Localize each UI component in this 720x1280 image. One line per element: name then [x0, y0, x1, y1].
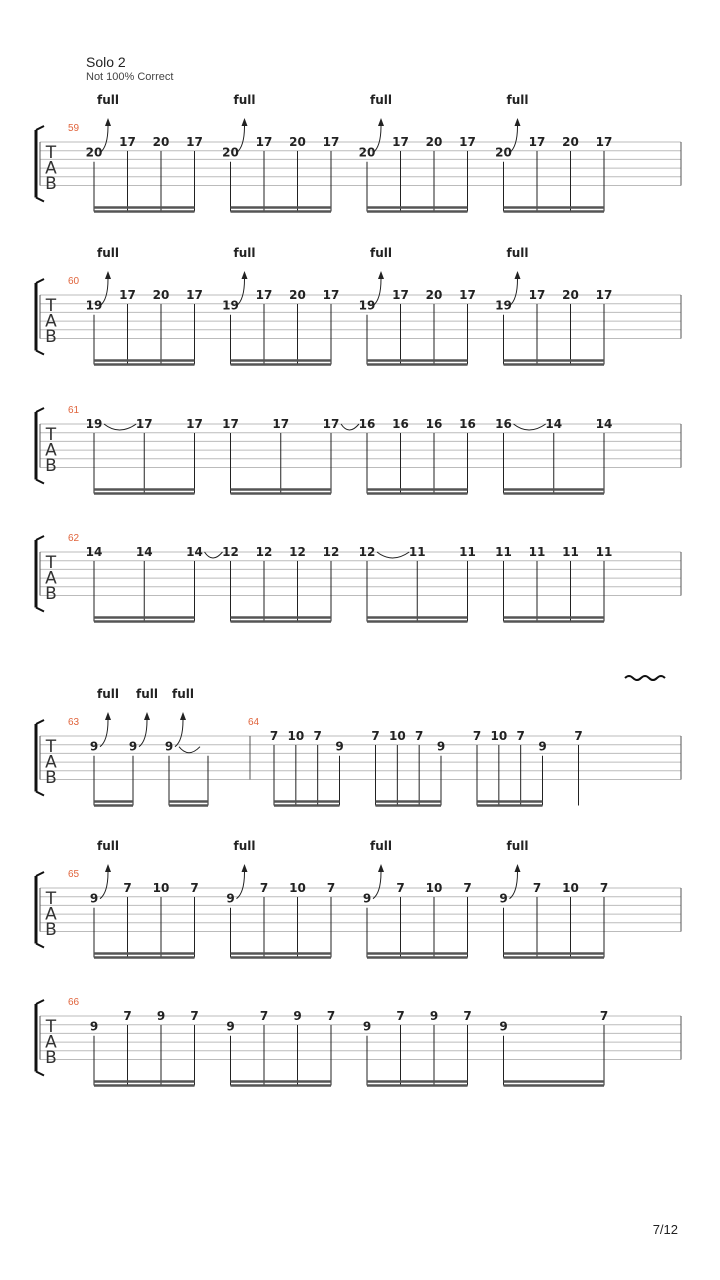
- fret-number: 9: [226, 1019, 235, 1034]
- bend-label: full: [370, 93, 392, 107]
- tab-clef-letter: B: [45, 768, 57, 788]
- fret-number: 11: [459, 545, 476, 559]
- system-bracket-top: [36, 408, 44, 412]
- fret-number: 10: [425, 881, 443, 895]
- bend-label: full: [233, 246, 256, 260]
- fret-number: 17: [272, 417, 290, 431]
- bend-arrow-head: [242, 271, 248, 279]
- system-bracket-bottom: [36, 480, 44, 484]
- fret-number: 12: [322, 545, 340, 559]
- bend-label: full: [233, 93, 256, 107]
- system-bracket-bottom: [36, 351, 44, 355]
- fret-number: 19: [358, 298, 376, 313]
- fret-number: 14: [85, 545, 103, 559]
- tab-clef-letter: T: [45, 553, 57, 573]
- fret-number: 9: [128, 739, 138, 754]
- bend-label: full: [172, 687, 194, 701]
- system-bracket-bottom: [36, 608, 44, 612]
- fret-number: 9: [436, 739, 446, 754]
- bend-label: full: [370, 246, 392, 260]
- fret-number: 17: [222, 417, 239, 431]
- bend-arrow-line: [100, 872, 108, 899]
- fret-number: 20: [289, 135, 306, 149]
- system-bracket-top: [36, 126, 44, 130]
- measure-number: 66: [68, 997, 80, 1008]
- fret-number: 11: [528, 545, 546, 559]
- system-bracket-bottom: [36, 792, 44, 796]
- bend-label: full: [233, 839, 256, 853]
- fret-number: 20: [495, 145, 512, 160]
- fret-number: 7: [123, 1009, 132, 1023]
- fret-number: 7: [269, 729, 279, 743]
- fret-number: 12: [222, 545, 239, 559]
- fret-number: 7: [599, 1009, 609, 1023]
- fret-number: 19: [495, 298, 512, 313]
- fret-number: 17: [595, 135, 613, 149]
- fret-number: 17: [186, 288, 203, 302]
- fret-number: 11: [595, 545, 613, 559]
- tab-clef-letter: A: [45, 158, 57, 179]
- bend-arrow-head: [105, 864, 111, 872]
- slur-arc: [104, 424, 136, 430]
- tab-clef-letter: T: [45, 296, 57, 316]
- tab-clef-letter: B: [45, 920, 57, 940]
- song-subtitle: Not 100% Correct: [86, 71, 174, 83]
- fret-number: 14: [135, 545, 153, 559]
- fret-number: 17: [528, 135, 546, 149]
- fret-number: 17: [528, 288, 546, 302]
- measure-number: 63: [68, 717, 80, 728]
- bend-label: full: [370, 839, 392, 853]
- fret-number: 20: [358, 145, 376, 160]
- bend-arrow-line: [100, 720, 108, 747]
- fret-number: 12: [255, 545, 273, 559]
- fret-number: 9: [362, 1019, 372, 1034]
- fret-number: 9: [499, 891, 508, 906]
- tab-clef-letter: A: [45, 904, 57, 925]
- tab-clef-letter: B: [45, 456, 57, 476]
- bend-arrow-head: [105, 118, 111, 126]
- fret-number: 19: [85, 417, 103, 431]
- tab-clef-letter: B: [45, 584, 57, 604]
- bend-label: full: [136, 687, 158, 701]
- tab-clef-letter: T: [45, 143, 57, 163]
- fret-number: 11: [408, 545, 426, 559]
- fret-number: 7: [472, 729, 482, 743]
- fret-number: 7: [516, 729, 525, 743]
- system-bracket-bottom: [36, 944, 44, 948]
- bend-arrow-head: [144, 712, 150, 720]
- bend-arrow-head: [105, 712, 111, 720]
- fret-number: 9: [89, 891, 99, 906]
- slur-arc: [377, 552, 409, 558]
- fret-number: 9: [89, 1019, 99, 1034]
- fret-number: 9: [89, 739, 99, 754]
- fret-number: 20: [289, 288, 306, 302]
- bend-arrow-head: [105, 271, 111, 279]
- fret-number: 17: [459, 288, 476, 302]
- system-bracket-top: [36, 720, 44, 724]
- fret-number: 7: [313, 729, 322, 743]
- fret-number: 20: [425, 288, 443, 302]
- fret-number: 17: [135, 417, 153, 431]
- fret-number: 14: [545, 417, 563, 431]
- tab-clef-letter: T: [45, 889, 57, 909]
- fret-number: 7: [599, 881, 609, 895]
- fret-number: 17: [459, 135, 476, 149]
- bend-label: full: [97, 687, 119, 701]
- system-bracket-bottom: [36, 198, 44, 202]
- fret-number: 20: [85, 145, 103, 160]
- fret-number: 10: [562, 881, 579, 895]
- fret-number: 20: [562, 135, 579, 149]
- fret-number: 16: [392, 417, 409, 431]
- fret-number: 9: [538, 739, 547, 754]
- slur-arc: [179, 747, 200, 753]
- tab-clef-letter: A: [45, 1032, 57, 1053]
- fret-number: 10: [152, 881, 170, 895]
- tab-clef-letter: T: [45, 425, 57, 445]
- fret-number: 16: [358, 417, 376, 431]
- fret-number: 12: [358, 545, 376, 559]
- fret-number: 17: [255, 135, 273, 149]
- fret-number: 9: [156, 1009, 166, 1023]
- slur-arc: [341, 424, 359, 430]
- fret-number: 17: [392, 288, 409, 302]
- fret-number: 9: [429, 1009, 439, 1023]
- tab-clef-letter: B: [45, 327, 57, 347]
- fret-number: 17: [322, 135, 340, 149]
- fret-number: 17: [119, 288, 136, 302]
- bend-arrow-line: [237, 872, 245, 899]
- bend-arrow-head: [378, 864, 384, 872]
- fret-number: 7: [190, 1009, 199, 1023]
- fret-number: 9: [226, 891, 235, 906]
- fret-number: 9: [293, 1009, 302, 1023]
- fret-number: 7: [259, 881, 269, 895]
- bend-arrow-line: [175, 720, 183, 747]
- fret-number: 19: [222, 298, 239, 313]
- system-bracket-bottom: [36, 1072, 44, 1076]
- bend-arrow-head: [378, 271, 384, 279]
- fret-number: 7: [463, 881, 472, 895]
- tab-clef-letter: A: [45, 440, 57, 461]
- fret-number: 14: [595, 417, 613, 431]
- fret-number: 11: [495, 545, 512, 559]
- tab-clef-letter: T: [45, 737, 57, 757]
- system-bracket-top: [36, 536, 44, 540]
- bend-arrow-head: [378, 118, 384, 126]
- system-bracket-top: [36, 279, 44, 283]
- fret-number: 19: [85, 298, 103, 313]
- fret-number: 10: [287, 729, 305, 743]
- tab-clef-letter: B: [45, 1048, 57, 1068]
- fret-number: 7: [532, 881, 542, 895]
- fret-number: 20: [562, 288, 579, 302]
- fret-number: 7: [326, 881, 336, 895]
- bend-arrow-head: [180, 712, 186, 720]
- tab-clef-letter: A: [45, 311, 57, 332]
- fret-number: 17: [322, 288, 340, 302]
- tab-clef-letter: A: [45, 568, 57, 589]
- tab-clef-letter: T: [45, 1017, 57, 1037]
- bend-arrow-head: [515, 118, 521, 126]
- fret-number: 17: [322, 417, 340, 431]
- bend-arrow-line: [510, 872, 518, 899]
- measure-number: 61: [68, 405, 80, 416]
- fret-number: 9: [164, 739, 174, 754]
- fret-number: 7: [326, 1009, 336, 1023]
- fret-number: 20: [222, 145, 239, 160]
- tab-clef-letter: A: [45, 752, 57, 773]
- fret-number: 10: [490, 729, 508, 743]
- fret-number: 17: [392, 135, 409, 149]
- slur-arc: [514, 424, 546, 430]
- fret-number: 11: [562, 545, 579, 559]
- fret-number: 7: [190, 881, 199, 895]
- bend-label: full: [506, 246, 529, 260]
- measure-number: 59: [68, 123, 80, 134]
- bend-arrow-head: [242, 118, 248, 126]
- fret-number: 20: [152, 288, 170, 302]
- fret-number: 7: [463, 1009, 472, 1023]
- bend-arrow-line: [139, 720, 147, 747]
- fret-number: 7: [123, 881, 132, 895]
- fret-number: 7: [414, 729, 424, 743]
- fret-number: 16: [459, 417, 476, 431]
- tab-clef-letter: B: [45, 174, 57, 194]
- fret-number: 10: [289, 881, 306, 895]
- system-bracket-top: [36, 1000, 44, 1004]
- fret-number: 20: [425, 135, 443, 149]
- fret-number: 9: [335, 739, 344, 754]
- fret-number: 17: [119, 135, 136, 149]
- vibrato-mark: [625, 676, 665, 680]
- fret-number: 7: [371, 729, 380, 743]
- fret-number: 14: [186, 545, 203, 559]
- bend-arrow-head: [242, 864, 248, 872]
- fret-number: 9: [362, 891, 372, 906]
- fret-number: 7: [396, 1009, 405, 1023]
- bend-label: full: [506, 839, 529, 853]
- fret-number: 16: [495, 417, 512, 431]
- fret-number: 17: [595, 288, 613, 302]
- fret-number: 16: [425, 417, 443, 431]
- page-number: 7/12: [652, 1222, 678, 1237]
- bend-label: full: [97, 839, 119, 853]
- fret-number: 20: [152, 135, 170, 149]
- measure-number: 65: [68, 869, 80, 880]
- bend-label: full: [506, 93, 529, 107]
- fret-number: 17: [255, 288, 273, 302]
- slur-arc: [205, 552, 223, 558]
- song-section-title: Solo 2: [86, 54, 126, 70]
- fret-number: 9: [499, 1019, 508, 1034]
- system-bracket-top: [36, 872, 44, 876]
- fret-number: 17: [186, 135, 203, 149]
- bend-arrow-head: [515, 864, 521, 872]
- bend-arrow-head: [515, 271, 521, 279]
- bend-label: full: [97, 93, 119, 107]
- fret-number: 17: [186, 417, 203, 431]
- measure-number: 64: [248, 717, 260, 728]
- bend-arrow-line: [373, 872, 381, 899]
- fret-number: 12: [289, 545, 306, 559]
- fret-number: 7: [259, 1009, 269, 1023]
- bend-label: full: [97, 246, 119, 260]
- measure-number: 62: [68, 533, 80, 544]
- fret-number: 7: [396, 881, 405, 895]
- measure-number: 60: [68, 276, 80, 287]
- fret-number: 7: [574, 729, 583, 743]
- fret-number: 10: [388, 729, 406, 743]
